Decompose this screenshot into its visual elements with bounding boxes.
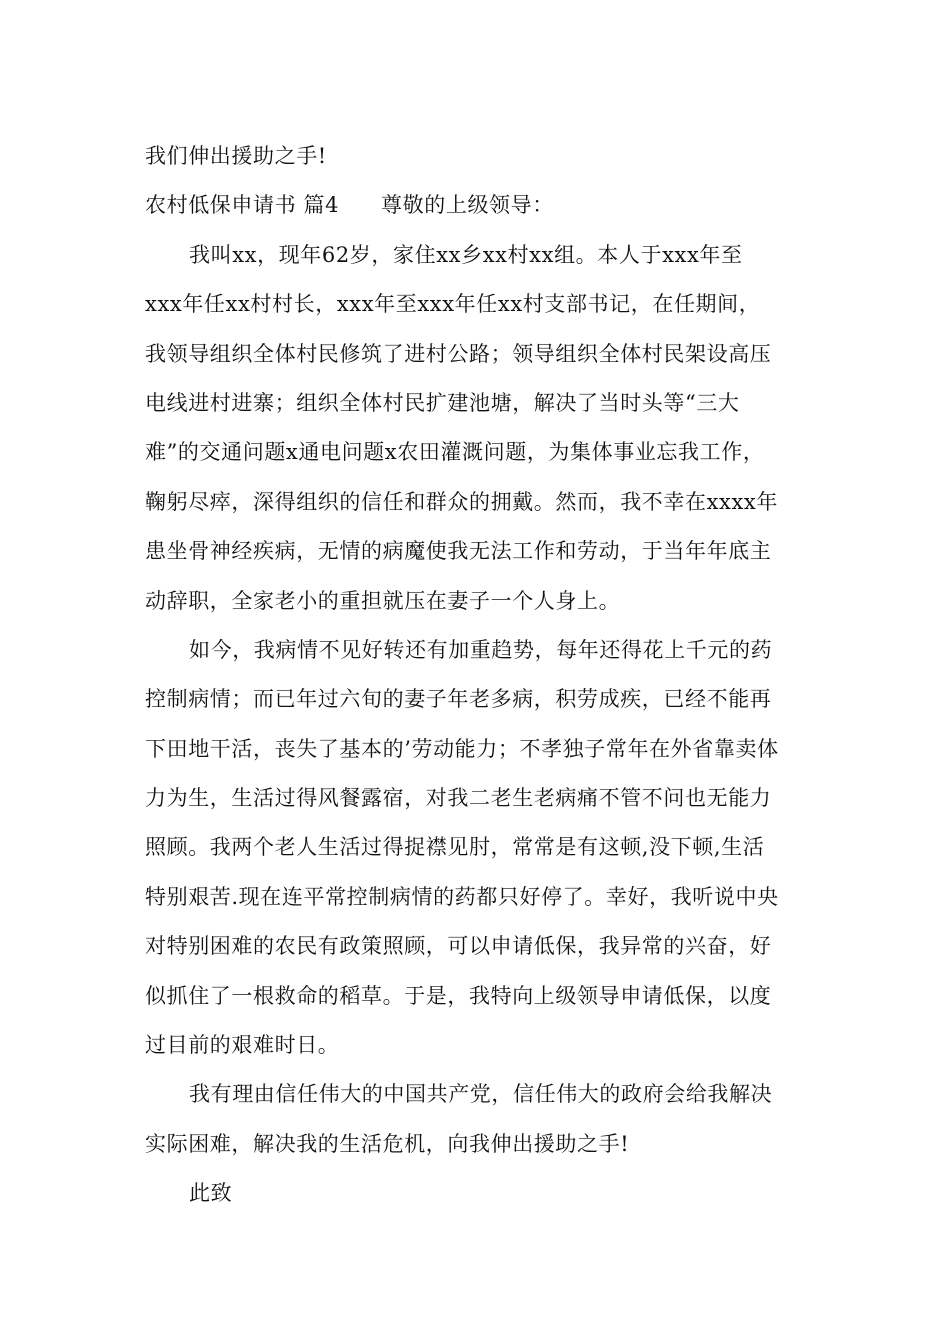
paragraph-line: 难”的交通问题x通电问题x农田灌溉问题，为集体事业忘我工作， bbox=[145, 440, 765, 465]
paragraph-line: 控制病情；而已年过六旬的妻子年老多病，积劳成疾，已经不能再 bbox=[145, 687, 772, 712]
paragraph-2 bbox=[145, 626, 835, 1071]
paragraph-line: 电线进村进寨；组织全体村民扩建池塘，解决了当时头等“三大 bbox=[145, 390, 740, 415]
paragraph-line: 力为生，生活过得风餐露宿，对我二老生老病痛不管不问也无能力 bbox=[145, 786, 772, 811]
paragraph-line: 对特别困难的农民有政策照顾，可以申请低保，我异常的兴奋，好 bbox=[145, 934, 772, 959]
paragraph-line: 照顾。我两个老人生活过得捉襟见肘，常常是有这顿,没下顿,生活 bbox=[145, 835, 765, 860]
paragraph-line: 似抓住了一根救命的稻草。于是，我特向上级领导申请低保，以度 bbox=[145, 983, 772, 1008]
paragraph-line: 如今，我病情不见好转还有加重趋势，每年还得花上千元的药 bbox=[189, 637, 773, 662]
paragraph-line: 过目前的艰难时日。 bbox=[145, 1033, 340, 1058]
paragraph-line: 动辞职，全家老小的重担就压在妻子一个人身上。 bbox=[145, 588, 621, 613]
salutation: 尊敬的上级领导： bbox=[381, 193, 554, 218]
paragraph-line: xxx年任xx村村长，xxx年至xxx年任xx村支部书记，在任期间， bbox=[145, 292, 761, 317]
paragraph-line: 患坐骨神经疾病，无情的病魔使我无法工作和劳动，于当年年底主 bbox=[145, 539, 772, 564]
closing-line: 此致 bbox=[189, 1181, 233, 1206]
paragraph-line: 下田地干活，丧失了基本的’劳动能力；不孝独子常年在外省靠卖体 bbox=[145, 736, 779, 761]
continuation-line: 我们伸出援助之手! bbox=[145, 144, 327, 168]
paragraph-line: 我叫xx，现年62岁，家住xx乡xx村xx组。本人于xxx年至 bbox=[189, 242, 743, 267]
paragraph-line: 我领导组织全体村民修筑了进村公路；领导组织全体村民架设高压 bbox=[145, 341, 772, 366]
paragraph-line: 实际困难，解决我的生活危机，向我伸出援助之手! bbox=[145, 1131, 630, 1156]
paragraph-1 bbox=[145, 231, 835, 626]
document-title: 农村低保申请书 篇4 bbox=[145, 193, 340, 218]
heading-line bbox=[145, 181, 835, 230]
paragraph-line: 鞠躬尽瘁，深得组织的信任和群众的拥戴。然而，我不幸在xxxx年 bbox=[145, 489, 778, 514]
document-body bbox=[145, 132, 835, 1219]
paragraph-line: 我有理由信任伟大的中国共产党，信任伟大的政府会给我解决 bbox=[189, 1082, 773, 1107]
paragraph-line: 特别艰苦.现在连平常控制病情的药都只好停了。幸好，我听说中央 bbox=[145, 884, 779, 909]
paragraph-3 bbox=[145, 1070, 835, 1169]
